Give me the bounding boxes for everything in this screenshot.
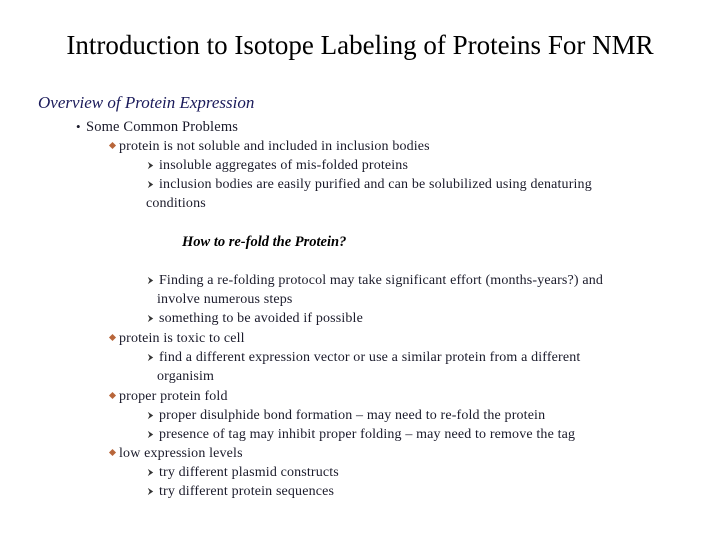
sub-item-label: insoluble aggregates of mis-folded proteins: [159, 158, 409, 173]
sub-item-label: try different plasmid constructs: [159, 465, 339, 480]
arrow-bullet-icon: [146, 180, 155, 189]
sub-item: [146, 484, 334, 500]
problem-label: protein is not soluble and included in inclusion bodies: [119, 139, 430, 154]
problem-item-insoluble: [110, 139, 430, 155]
refold-callout: How to re-fold the Protein?: [182, 234, 347, 250]
diamond-bullet-icon: [109, 334, 116, 341]
sub-item: [146, 311, 363, 327]
problem-label: protein is toxic to cell: [119, 331, 245, 346]
problem-item-fold: [110, 389, 228, 405]
arrow-bullet-icon: [146, 430, 155, 439]
sub-item: [146, 177, 592, 193]
arrow-bullet-icon: [146, 468, 155, 477]
arrow-bullet-icon: [146, 353, 155, 362]
slide-title: Introduction to Isotope Labeling of Proteins For NMR: [66, 30, 654, 60]
diamond-bullet-icon: [109, 392, 116, 399]
diamond-bullet-icon: [109, 142, 116, 149]
sub-item-label: inclusion bodies are easily purified and can be solubilized using denaturing: [159, 177, 592, 192]
problem-label: proper protein fold: [119, 389, 228, 404]
sub-item-continuation: involve numerous steps: [157, 292, 293, 307]
diamond-bullet-icon: [109, 449, 116, 456]
arrow-bullet-icon: [146, 276, 155, 285]
sub-item: [146, 427, 575, 443]
sub-item-label: try different protein sequences: [159, 484, 335, 499]
arrow-bullet-icon: [146, 161, 155, 170]
sub-item-label: presence of tag may inhibit proper folding – may need to remove the tag: [159, 427, 576, 442]
sub-item-label: something to be avoided if possible: [159, 311, 363, 326]
problem-item-low-expression: [110, 446, 243, 462]
sub-item: [146, 158, 408, 174]
sub-item-label: Finding a re-folding protocol may take significant effort (months-years?) and: [159, 273, 603, 288]
list-item-label: Some Common Problems: [86, 119, 239, 135]
arrow-bullet-icon: [146, 411, 155, 420]
problem-label: low expression levels: [119, 446, 243, 461]
problem-item-toxic: [110, 331, 245, 347]
arrow-bullet-icon: [146, 314, 155, 323]
list-item-common-problems: [76, 119, 238, 136]
arrow-bullet-icon: [146, 487, 155, 496]
dot-bullet-icon: •: [76, 119, 81, 134]
sub-item-label: proper disulphide bond formation – may need to re-fold the protein: [159, 408, 546, 423]
sub-item-continuation: organisim: [157, 369, 215, 384]
sub-item: [146, 465, 339, 481]
sub-item-label: find a different expression vector or use a similar protein from a different: [159, 350, 581, 365]
sub-item: [146, 350, 580, 366]
sub-item-continuation: conditions: [146, 196, 206, 211]
sub-item: [146, 408, 545, 424]
sub-item: [146, 273, 603, 289]
section-heading: Overview of Protein Expression: [38, 93, 255, 112]
